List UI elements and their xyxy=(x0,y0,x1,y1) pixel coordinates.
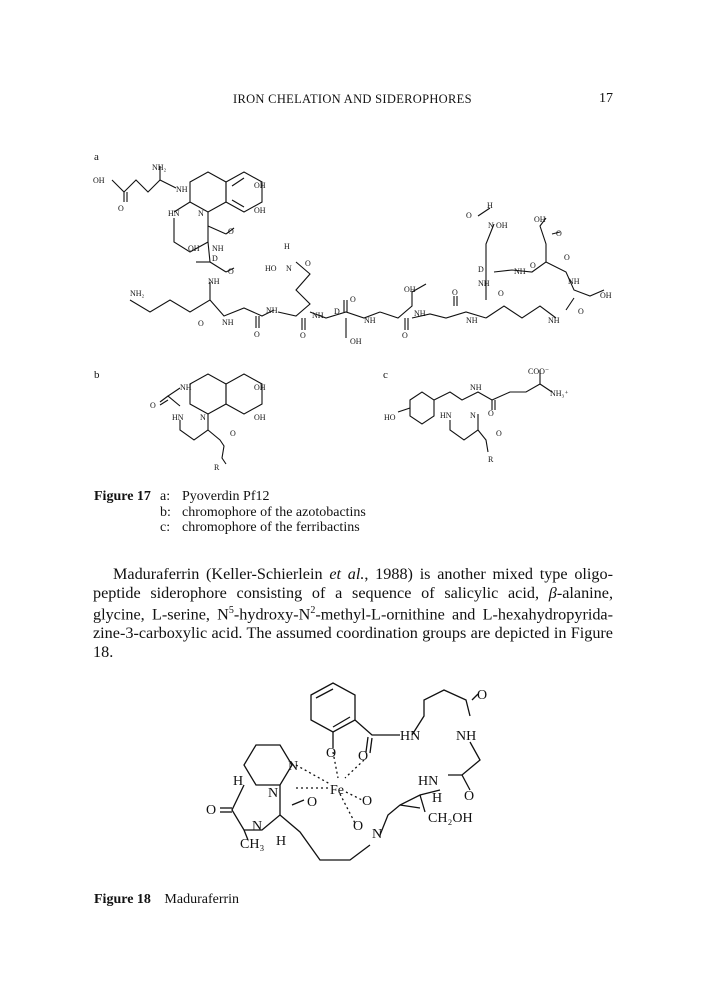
panel-label-a: a xyxy=(94,151,99,163)
svg-text:H: H xyxy=(284,242,290,251)
para-et-al: et al. xyxy=(329,565,365,583)
svg-text:OH: OH xyxy=(496,221,508,230)
caption-text-a: Pyoverdin Pf12 xyxy=(182,489,270,504)
svg-text:NH: NH xyxy=(364,316,376,325)
svg-text:NH: NH xyxy=(514,267,526,276)
svg-text:O: O xyxy=(488,409,494,418)
svg-text:OH: OH xyxy=(600,291,612,300)
svg-text:NH: NH xyxy=(180,383,192,392)
caption-text-b: chromophore of the azotobactins xyxy=(182,504,366,520)
svg-text:NH: NH xyxy=(222,318,234,327)
caption-key-b: b: xyxy=(160,504,171,520)
svg-text:O: O xyxy=(498,289,504,298)
svg-text:NH: NH xyxy=(568,277,580,286)
caption-key-a: a: xyxy=(160,489,171,504)
svg-text:O: O xyxy=(254,330,260,339)
svg-text:NH: NH xyxy=(414,309,426,318)
svg-text:NH₂: NH₂ xyxy=(130,289,145,298)
svg-text:O: O xyxy=(477,688,488,703)
figure-18-title: Maduraferrin xyxy=(164,892,240,907)
svg-text:NH: NH xyxy=(548,316,560,325)
para-text-5: -methyl-L-ornithine and L-hexahydropyrida-zine-3-carboxylic acid. The assumed coordination groups are depicted in Figure 18. xyxy=(93,605,613,661)
svg-text:OH: OH xyxy=(254,181,266,190)
svg-text:COO⁻: COO⁻ xyxy=(528,367,550,376)
svg-text:NH₂: NH₂ xyxy=(152,163,167,172)
svg-text:N: N xyxy=(288,759,299,774)
svg-text:OH: OH xyxy=(534,215,546,224)
svg-text:O: O xyxy=(530,261,536,270)
svg-text:OH: OH xyxy=(254,383,266,392)
svg-text:Fe: Fe xyxy=(330,783,344,798)
svg-text:O: O xyxy=(452,288,458,297)
para-sup-5: 5 xyxy=(228,605,234,617)
svg-text:NH: NH xyxy=(176,185,188,194)
svg-text:N: N xyxy=(286,264,292,273)
caption-key-c: c: xyxy=(160,520,171,535)
page-number: 17 xyxy=(599,91,613,106)
svg-text:O: O xyxy=(300,331,306,340)
svg-text:H: H xyxy=(432,791,443,806)
svg-text:CH₂OH: CH₂OH xyxy=(428,811,473,826)
para-beta: β xyxy=(548,583,557,602)
para-text-3: -alanine, glycine, L-serine, N xyxy=(93,583,613,624)
svg-text:D: D xyxy=(334,307,340,316)
figure-17-structures xyxy=(0,0,707,480)
svg-text:O: O xyxy=(307,795,318,810)
svg-text:N: N xyxy=(470,411,476,420)
svg-text:NH: NH xyxy=(456,729,477,744)
svg-text:H: H xyxy=(233,774,244,789)
svg-text:CH₃: CH₃ xyxy=(240,837,265,852)
svg-text:NH: NH xyxy=(466,316,478,325)
svg-text:O: O xyxy=(556,229,562,238)
svg-text:O: O xyxy=(230,429,236,438)
svg-text:D: D xyxy=(478,265,484,274)
svg-text:D: D xyxy=(212,254,218,263)
svg-text:N: N xyxy=(200,413,206,422)
svg-text:OH: OH xyxy=(350,337,362,346)
svg-text:O: O xyxy=(228,267,234,276)
running-title: IRON CHELATION AND SIDEROPHORES xyxy=(233,92,472,106)
svg-text:NH₃⁺: NH₃⁺ xyxy=(550,389,569,398)
svg-text:OH: OH xyxy=(254,413,266,422)
para-text-2: , 1988) is another mixed type oligo-peptide siderophore consisting of a sequence of salicylic acid, xyxy=(93,565,613,602)
svg-text:R: R xyxy=(488,455,494,464)
caption-text-c: chromophore of the ferribactins xyxy=(182,520,360,535)
maduraferrin-bonds xyxy=(220,683,480,860)
svg-text:N: N xyxy=(198,209,204,218)
figure-17-caption xyxy=(94,489,366,536)
svg-text:O: O xyxy=(326,746,337,761)
maduraferrin-atom-labels xyxy=(206,688,487,852)
svg-text:O: O xyxy=(578,307,584,316)
svg-text:R: R xyxy=(214,463,220,472)
svg-text:O: O xyxy=(466,211,472,220)
body-paragraph xyxy=(93,565,613,661)
svg-text:NH: NH xyxy=(478,279,490,288)
svg-text:NH: NH xyxy=(212,244,224,253)
coordination-bonds xyxy=(296,752,364,825)
svg-text:O: O xyxy=(362,794,373,809)
svg-text:O: O xyxy=(206,803,217,818)
panel-label-b: b xyxy=(94,369,100,381)
svg-text:NH: NH xyxy=(208,277,220,286)
svg-text:O: O xyxy=(353,819,364,834)
svg-text:O: O xyxy=(305,259,311,268)
figure-17-label: Figure 17 xyxy=(94,489,151,504)
para-text-4: -hydroxy-N xyxy=(233,605,311,624)
svg-text:H: H xyxy=(487,201,493,210)
svg-text:NH: NH xyxy=(266,306,278,315)
para-text-1: Maduraferrin (Keller-Schierlein xyxy=(113,565,330,583)
ferribactin-atom-labels xyxy=(384,367,569,464)
svg-text:OH: OH xyxy=(254,206,266,215)
svg-text:OH: OH xyxy=(93,176,105,185)
svg-text:NH: NH xyxy=(470,383,482,392)
svg-text:O: O xyxy=(402,331,408,340)
caption-row-a xyxy=(94,489,366,505)
svg-text:N: N xyxy=(268,786,279,801)
svg-text:NH: NH xyxy=(312,311,324,320)
svg-text:HO: HO xyxy=(265,264,277,273)
figure-18-label: Figure 18 xyxy=(94,892,151,907)
svg-text:O: O xyxy=(150,401,156,410)
para-sup-2: 2 xyxy=(310,605,316,617)
svg-text:O: O xyxy=(564,253,570,262)
caption-row-c xyxy=(94,520,366,536)
svg-text:HN: HN xyxy=(440,411,452,420)
svg-text:HN: HN xyxy=(400,729,421,744)
svg-text:O: O xyxy=(198,319,204,328)
svg-text:N: N xyxy=(488,221,494,230)
svg-text:HN: HN xyxy=(172,413,184,422)
maduraferrin-paragraph xyxy=(93,565,613,661)
svg-text:HN: HN xyxy=(418,774,439,789)
svg-text:N: N xyxy=(252,819,263,834)
svg-text:HO: HO xyxy=(384,413,396,422)
caption-row-b xyxy=(94,505,366,521)
svg-text:HN: HN xyxy=(168,209,180,218)
svg-text:N: N xyxy=(372,827,383,842)
panel-label-c: c xyxy=(383,369,388,381)
svg-text:O: O xyxy=(496,429,502,438)
svg-text:O: O xyxy=(358,749,369,764)
pyoverdin-atom-labels xyxy=(93,163,612,346)
svg-text:O: O xyxy=(464,789,475,804)
svg-text:OH: OH xyxy=(404,285,416,294)
svg-text:O: O xyxy=(118,204,124,213)
svg-text:OH: OH xyxy=(188,244,200,253)
svg-text:H: H xyxy=(276,834,287,849)
figure-18-caption xyxy=(94,892,239,908)
svg-text:O: O xyxy=(350,295,356,304)
svg-text:O: O xyxy=(228,227,234,236)
